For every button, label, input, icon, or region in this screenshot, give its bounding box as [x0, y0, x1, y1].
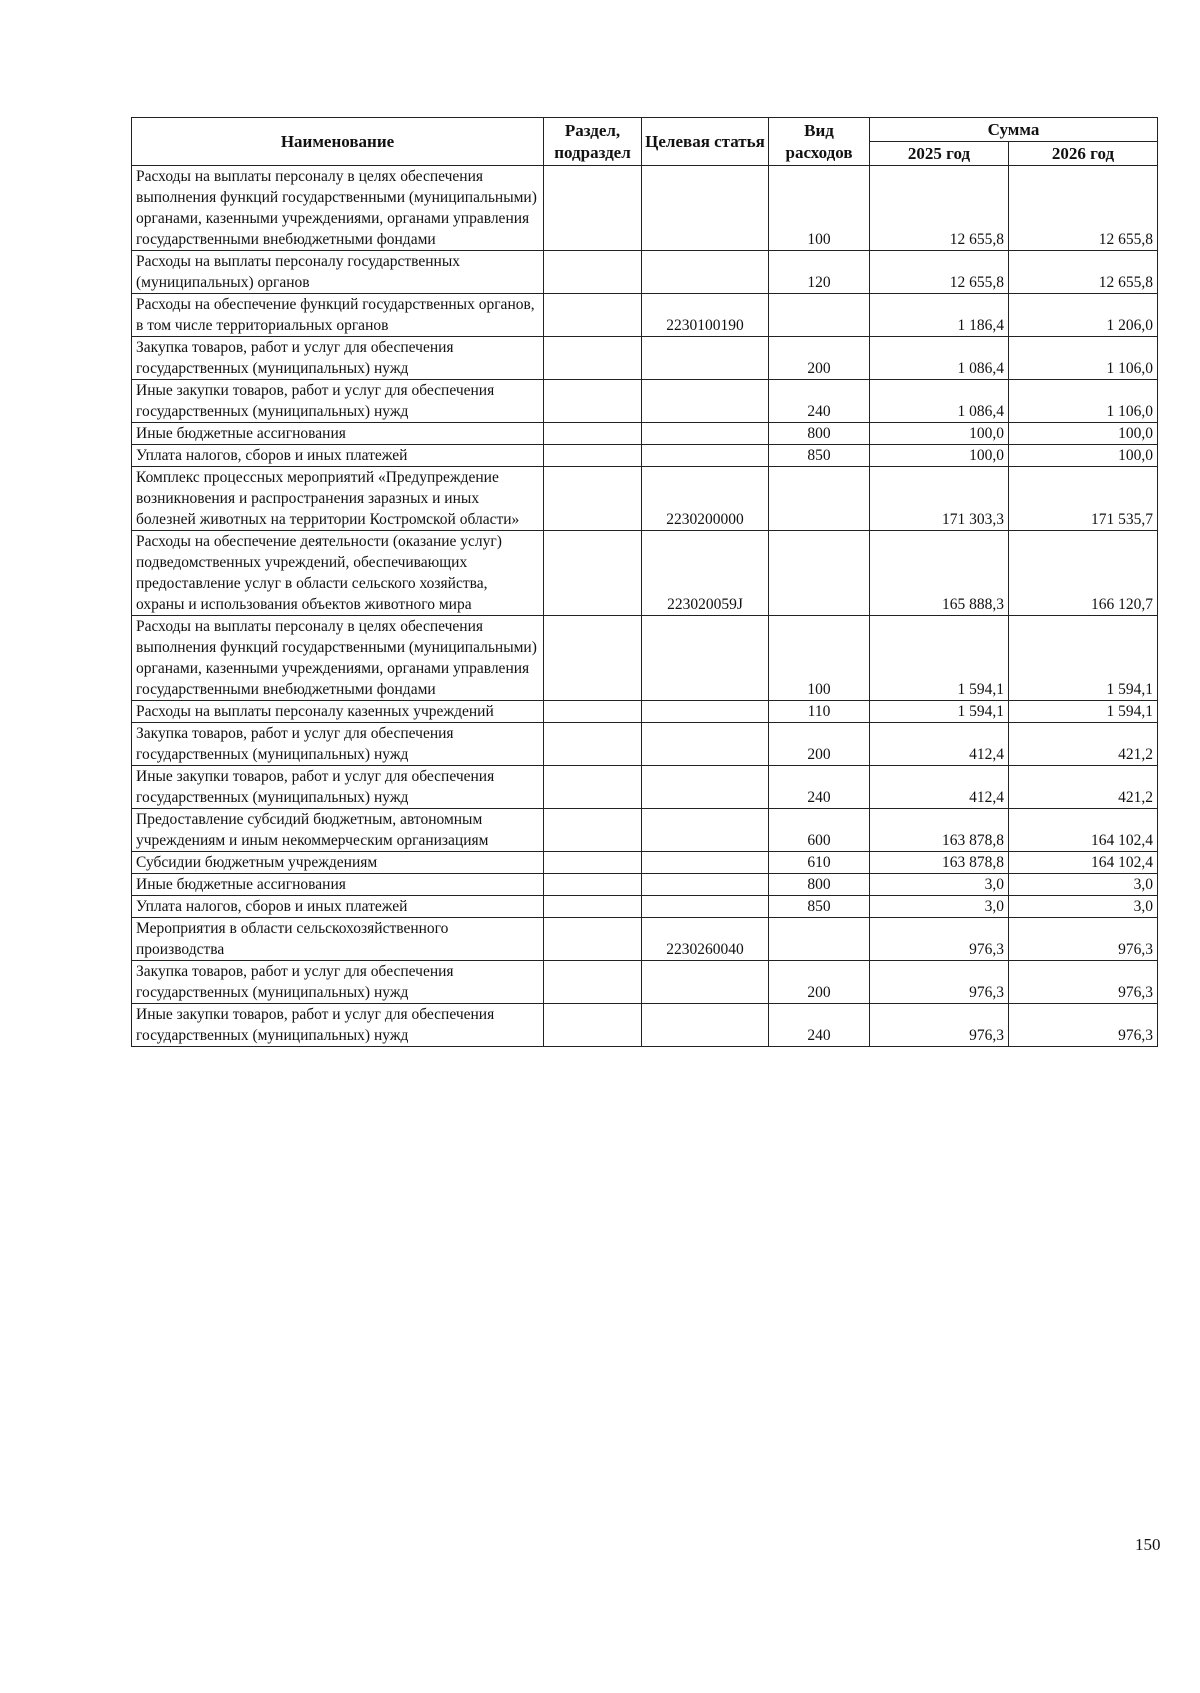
row-name-cell: Иные бюджетные ассигнования [132, 423, 544, 445]
row-kind-cell: 610 [769, 852, 870, 874]
row-section-cell [544, 852, 642, 874]
row-section-cell [544, 896, 642, 918]
page-number: 150 [1135, 1535, 1161, 1554]
row-target-cell [642, 445, 769, 467]
row-amount-2026-cell: 100,0 [1009, 423, 1158, 445]
row-kind-cell: 200 [769, 337, 870, 380]
row-kind-cell: 110 [769, 701, 870, 723]
row-target-cell [642, 723, 769, 766]
row-amount-2025-cell: 1 086,4 [870, 380, 1009, 423]
row-name-cell: Субсидии бюджетным учреждениям [132, 852, 544, 874]
table-row [132, 467, 1158, 531]
table-row [132, 251, 1158, 294]
table-row [132, 1004, 1158, 1047]
row-amount-2026-cell: 421,2 [1009, 766, 1158, 809]
table-row [132, 445, 1158, 467]
row-kind-cell [769, 918, 870, 961]
row-section-cell [544, 766, 642, 809]
row-amount-2026-cell: 976,3 [1009, 918, 1158, 961]
row-target-cell [642, 852, 769, 874]
row-amount-2025-cell: 100,0 [870, 445, 1009, 467]
header-target: Целевая статья [642, 118, 769, 166]
budget-table [131, 117, 1158, 1047]
table-row [132, 701, 1158, 723]
row-target-cell [642, 766, 769, 809]
row-target-cell [642, 874, 769, 896]
row-amount-2025-cell: 163 878,8 [870, 852, 1009, 874]
row-target-cell: 223020059J [642, 531, 769, 616]
row-amount-2026-cell: 3,0 [1009, 874, 1158, 896]
row-amount-2026-cell: 164 102,4 [1009, 809, 1158, 852]
row-amount-2026-cell: 12 655,8 [1009, 166, 1158, 251]
table-row [132, 423, 1158, 445]
row-target-cell [642, 701, 769, 723]
row-amount-2025-cell: 12 655,8 [870, 251, 1009, 294]
table-body [132, 166, 1158, 1047]
row-name-cell: Иные закупки товаров, работ и услуг для обеспечения государственных (муниципальных) нужд [132, 766, 544, 809]
row-section-cell [544, 616, 642, 701]
row-amount-2026-cell: 1 594,1 [1009, 616, 1158, 701]
header-name: Наименование [132, 118, 544, 166]
row-kind-cell: 800 [769, 874, 870, 896]
row-section-cell [544, 445, 642, 467]
row-kind-cell: 100 [769, 166, 870, 251]
row-amount-2025-cell: 1 186,4 [870, 294, 1009, 337]
table-row [132, 337, 1158, 380]
row-name-cell: Закупка товаров, работ и услуг для обеспечения государственных (муниципальных) нужд [132, 961, 544, 1004]
header-kind: Вид расходов [769, 118, 870, 166]
row-amount-2025-cell: 1 594,1 [870, 616, 1009, 701]
row-amount-2026-cell: 3,0 [1009, 896, 1158, 918]
table-row [132, 852, 1158, 874]
row-amount-2025-cell: 1 594,1 [870, 701, 1009, 723]
row-kind-cell: 240 [769, 1004, 870, 1047]
row-target-cell: 2230100190 [642, 294, 769, 337]
row-name-cell: Уплата налогов, сборов и иных платежей [132, 445, 544, 467]
row-section-cell [544, 918, 642, 961]
row-target-cell [642, 380, 769, 423]
row-section-cell [544, 1004, 642, 1047]
row-kind-cell: 800 [769, 423, 870, 445]
row-section-cell [544, 467, 642, 531]
row-amount-2026-cell: 164 102,4 [1009, 852, 1158, 874]
row-amount-2025-cell: 171 303,3 [870, 467, 1009, 531]
row-target-cell [642, 809, 769, 852]
row-amount-2025-cell: 3,0 [870, 896, 1009, 918]
row-name-cell: Расходы на обеспечение деятельности (оказание услуг) подведомственных учреждений, обеспечивающих предоставление услуг в области сельского хозяйства, охраны и использования объектов животного мира [132, 531, 544, 616]
table-row [132, 294, 1158, 337]
row-section-cell [544, 961, 642, 1004]
row-amount-2025-cell: 100,0 [870, 423, 1009, 445]
row-kind-cell: 200 [769, 723, 870, 766]
row-section-cell [544, 380, 642, 423]
table-row [132, 896, 1158, 918]
row-name-cell: Расходы на выплаты персоналу в целях обеспечения выполнения функций государственными (муниципальными) органами, казенными учреждениями, органами управления государственными внебюджетными фондами [132, 616, 544, 701]
row-kind-cell: 600 [769, 809, 870, 852]
header-year-2025: 2025 год [870, 142, 1009, 166]
row-name-cell: Закупка товаров, работ и услуг для обеспечения государственных (муниципальных) нужд [132, 337, 544, 380]
row-amount-2026-cell: 976,3 [1009, 1004, 1158, 1047]
row-target-cell [642, 616, 769, 701]
table-row [132, 874, 1158, 896]
row-amount-2025-cell: 12 655,8 [870, 166, 1009, 251]
row-name-cell: Мероприятия в области сельскохозяйственного производства [132, 918, 544, 961]
row-name-cell: Иные закупки товаров, работ и услуг для обеспечения государственных (муниципальных) нужд [132, 1004, 544, 1047]
row-kind-cell: 100 [769, 616, 870, 701]
row-section-cell [544, 251, 642, 294]
row-amount-2025-cell: 976,3 [870, 961, 1009, 1004]
row-target-cell: 2230260040 [642, 918, 769, 961]
row-name-cell: Закупка товаров, работ и услуг для обеспечения государственных (муниципальных) нужд [132, 723, 544, 766]
row-target-cell [642, 896, 769, 918]
header-section: Раздел, подраздел [544, 118, 642, 166]
table-row [132, 166, 1158, 251]
table-row [132, 531, 1158, 616]
row-amount-2026-cell: 100,0 [1009, 445, 1158, 467]
row-name-cell: Иные закупки товаров, работ и услуг для обеспечения государственных (муниципальных) нужд [132, 380, 544, 423]
row-amount-2026-cell: 171 535,7 [1009, 467, 1158, 531]
row-kind-cell: 240 [769, 380, 870, 423]
row-section-cell [544, 337, 642, 380]
row-amount-2025-cell: 412,4 [870, 723, 1009, 766]
row-section-cell [544, 809, 642, 852]
row-name-cell: Уплата налогов, сборов и иных платежей [132, 896, 544, 918]
row-amount-2026-cell: 1 206,0 [1009, 294, 1158, 337]
row-section-cell [544, 531, 642, 616]
row-amount-2026-cell: 1 106,0 [1009, 380, 1158, 423]
row-amount-2025-cell: 1 086,4 [870, 337, 1009, 380]
row-amount-2025-cell: 163 878,8 [870, 809, 1009, 852]
row-section-cell [544, 701, 642, 723]
row-target-cell [642, 166, 769, 251]
row-name-cell: Расходы на выплаты персоналу казенных учреждений [132, 701, 544, 723]
row-target-cell [642, 251, 769, 294]
row-section-cell [544, 423, 642, 445]
row-kind-cell [769, 531, 870, 616]
row-kind-cell [769, 467, 870, 531]
table-header [132, 118, 1158, 166]
row-amount-2026-cell: 166 120,7 [1009, 531, 1158, 616]
row-amount-2026-cell: 1 594,1 [1009, 701, 1158, 723]
row-kind-cell: 200 [769, 961, 870, 1004]
row-amount-2025-cell: 165 888,3 [870, 531, 1009, 616]
row-amount-2026-cell: 1 106,0 [1009, 337, 1158, 380]
row-amount-2025-cell: 3,0 [870, 874, 1009, 896]
row-kind-cell: 850 [769, 896, 870, 918]
row-amount-2026-cell: 12 655,8 [1009, 251, 1158, 294]
row-section-cell [544, 166, 642, 251]
row-name-cell: Комплекс процессных мероприятий «Предупреждение возникновения и распространения заразных и иных болезней животных на территории Костромской области» [132, 467, 544, 531]
table-row [132, 380, 1158, 423]
row-kind-cell: 240 [769, 766, 870, 809]
table-row [132, 918, 1158, 961]
row-target-cell [642, 337, 769, 380]
row-name-cell: Предоставление субсидий бюджетным, автономным учреждениям и иным некоммерческим организациям [132, 809, 544, 852]
row-kind-cell [769, 294, 870, 337]
table-row [132, 766, 1158, 809]
row-target-cell [642, 423, 769, 445]
row-kind-cell: 850 [769, 445, 870, 467]
table-row [132, 961, 1158, 1004]
table-row [132, 723, 1158, 766]
row-name-cell: Расходы на выплаты персоналу государственных (муниципальных) органов [132, 251, 544, 294]
row-name-cell: Расходы на выплаты персоналу в целях обеспечения выполнения функций государственными (муниципальными) органами, казенными учреждениями, органами управления государственными внебюджетными фондами [132, 166, 544, 251]
row-amount-2026-cell: 976,3 [1009, 961, 1158, 1004]
row-target-cell [642, 961, 769, 1004]
row-amount-2026-cell: 421,2 [1009, 723, 1158, 766]
row-target-cell [642, 1004, 769, 1047]
row-amount-2025-cell: 412,4 [870, 766, 1009, 809]
table-row [132, 809, 1158, 852]
row-target-cell: 2230200000 [642, 467, 769, 531]
header-year-2026: 2026 год [1009, 142, 1158, 166]
row-kind-cell: 120 [769, 251, 870, 294]
row-section-cell [544, 723, 642, 766]
row-section-cell [544, 294, 642, 337]
row-amount-2025-cell: 976,3 [870, 918, 1009, 961]
row-section-cell [544, 874, 642, 896]
row-amount-2025-cell: 976,3 [870, 1004, 1009, 1047]
table-row [132, 616, 1158, 701]
row-name-cell: Расходы на обеспечение функций государственных органов, в том числе территориальных органов [132, 294, 544, 337]
row-name-cell: Иные бюджетные ассигнования [132, 874, 544, 896]
header-sum: Сумма [870, 118, 1158, 142]
